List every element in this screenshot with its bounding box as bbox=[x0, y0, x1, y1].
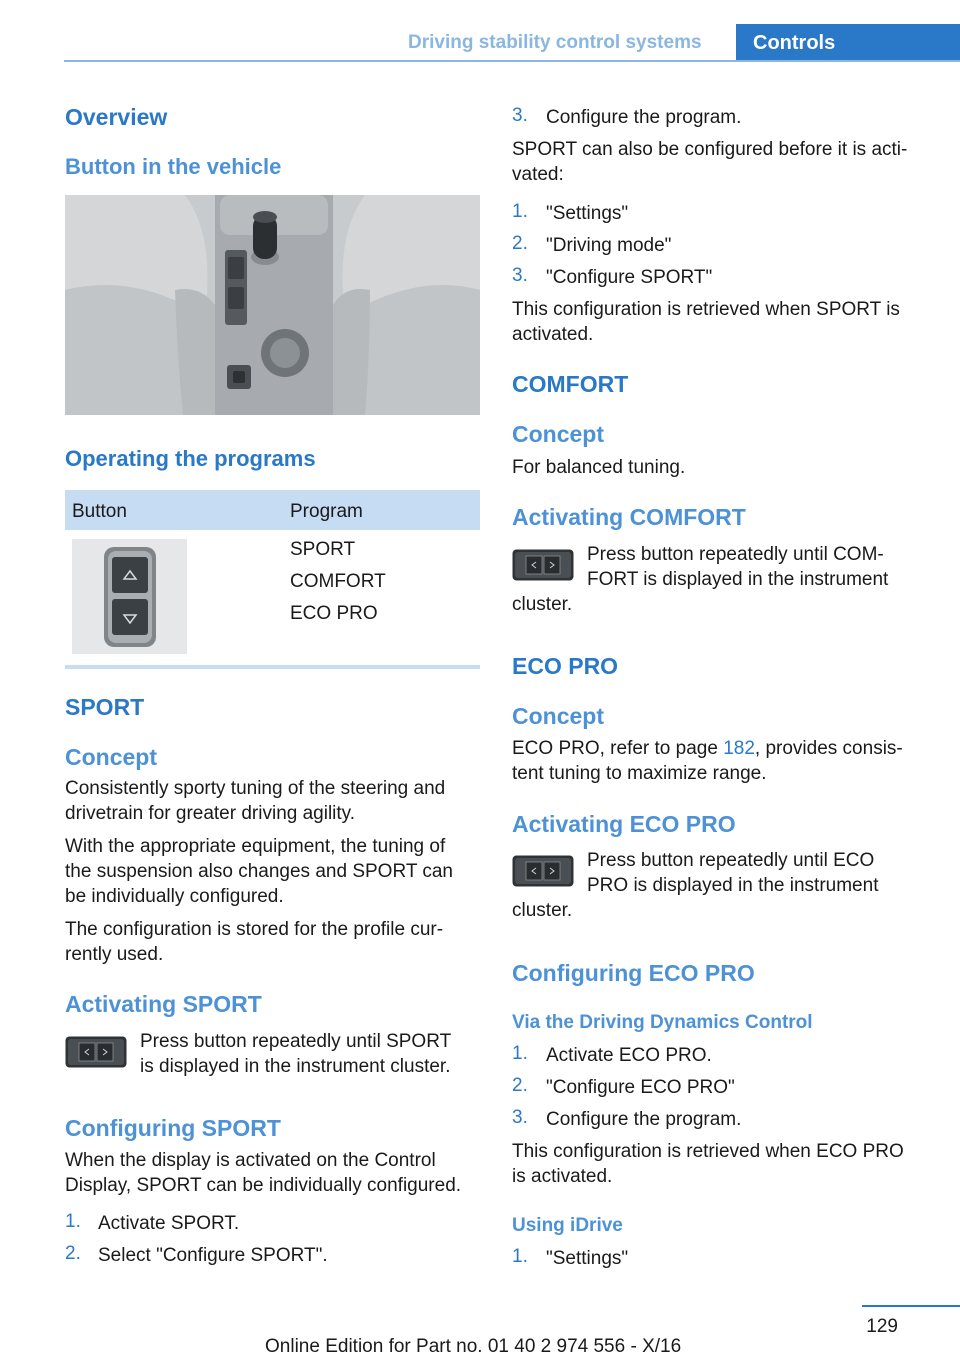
pre-config-line-1: SPORT can also be configured before it is acti‐ bbox=[512, 139, 908, 160]
header-rule bbox=[64, 60, 960, 62]
program-switch-image bbox=[72, 539, 187, 654]
list-item: Configure the program. bbox=[546, 107, 742, 128]
heading-operating-programs: Operating the programs bbox=[65, 446, 316, 471]
list-item: Configure the program. bbox=[546, 1109, 742, 1130]
list-item: Activate SPORT. bbox=[98, 1213, 240, 1234]
list-item: "Configure ECO PRO" bbox=[546, 1077, 735, 1098]
eco-concept-text-b: , provides consis‐ bbox=[754, 738, 903, 759]
table-bottom-rule bbox=[65, 665, 480, 669]
table-header-program: Program bbox=[290, 501, 363, 522]
list-number: 3. bbox=[512, 1107, 528, 1128]
sport-concept-line-3: With the appropriate equipment, the tuning of bbox=[65, 836, 446, 857]
heading-sport: SPORT bbox=[65, 694, 145, 720]
running-header-tab: Controls bbox=[736, 24, 960, 62]
table-header-row bbox=[65, 490, 480, 530]
heading-using-idrive: Using iDrive bbox=[512, 1215, 623, 1236]
heading-button-in-vehicle: Button in the vehicle bbox=[65, 154, 282, 179]
activating-eco-line-1: Press button repeatedly until ECO bbox=[587, 850, 875, 871]
activating-comfort-line-2: FORT is displayed in the instrument bbox=[587, 569, 889, 590]
eco-concept-text-a: ECO PRO, refer to page bbox=[512, 738, 724, 759]
heading-configuring-sport: Configuring SPORT bbox=[65, 1115, 281, 1141]
activating-sport-line-1: Press button repeatedly until SPORT bbox=[140, 1031, 452, 1052]
sport-concept-line-2: drivetrain for greater driving agility. bbox=[65, 803, 356, 824]
list-item: "Configure SPORT" bbox=[546, 267, 713, 288]
list-item: "Settings" bbox=[546, 1248, 629, 1269]
sport-concept-line-7: rently used. bbox=[65, 944, 164, 965]
list-number: 3. bbox=[512, 265, 528, 286]
vehicle-console-photo bbox=[65, 195, 480, 415]
eco-retrieved-line-1: This configuration is retrieved when ECO PRO bbox=[512, 1141, 904, 1162]
heading-comfort-concept: Concept bbox=[512, 421, 604, 447]
activating-comfort-line-3: cluster. bbox=[512, 594, 573, 615]
program-eco-pro: ECO PRO bbox=[290, 603, 378, 624]
activating-comfort-line-1: Press button repeatedly until COM‐ bbox=[587, 544, 884, 565]
page-number: 129 bbox=[866, 1316, 898, 1337]
heading-activating-eco: Activating ECO PRO bbox=[512, 811, 736, 837]
table-header-button: Button bbox=[72, 501, 127, 522]
heading-overview: Overview bbox=[65, 104, 168, 130]
configuring-sport-line-2: Display, SPORT can be individually configured. bbox=[65, 1175, 462, 1196]
sport-concept-line-4: the suspension also changes and SPORT can bbox=[65, 861, 453, 882]
list-item: "Settings" bbox=[546, 203, 629, 224]
running-header-section: Driving stability control systems bbox=[408, 32, 702, 53]
eco-concept-line-1 bbox=[512, 736, 903, 761]
program-comfort: COMFORT bbox=[290, 571, 386, 592]
sport-concept-line-5: be individually configured. bbox=[65, 886, 284, 907]
program-sport: SPORT bbox=[290, 539, 356, 560]
sport-concept-line-1: Consistently sporty tuning of the steering and bbox=[65, 778, 446, 799]
mode-button-icon bbox=[65, 1036, 127, 1068]
list-item: Activate ECO PRO. bbox=[546, 1045, 712, 1066]
mode-button-icon bbox=[512, 549, 574, 581]
list-number: 2. bbox=[512, 233, 528, 254]
heading-via-ddc: Via the Driving Dynamics Control bbox=[512, 1012, 813, 1033]
mode-button-icon bbox=[512, 855, 574, 887]
heading-eco-concept: Concept bbox=[512, 703, 604, 729]
list-number: 1. bbox=[65, 1211, 81, 1232]
list-item: Select "Configure SPORT". bbox=[98, 1245, 328, 1266]
retrieved-line-1: This configuration is retrieved when SPORT is bbox=[512, 299, 900, 320]
footer-rule bbox=[862, 1305, 960, 1307]
list-item: "Driving mode" bbox=[546, 235, 672, 256]
heading-sport-concept: Concept bbox=[65, 744, 157, 770]
footer-edition: Online Edition for Part no. 01 40 2 974 556 - X/16 bbox=[265, 1336, 682, 1357]
list-number: 1. bbox=[512, 201, 528, 222]
activating-eco-line-3: cluster. bbox=[512, 900, 573, 921]
pre-config-line-2: vated: bbox=[512, 164, 564, 185]
list-number: 1. bbox=[512, 1246, 528, 1267]
sport-concept-line-6: The configuration is stored for the profile cur‐ bbox=[65, 919, 444, 940]
list-number: 1. bbox=[512, 1043, 528, 1064]
comfort-concept-text: For balanced tuning. bbox=[512, 457, 686, 478]
heading-comfort: COMFORT bbox=[512, 371, 629, 397]
heading-configuring-eco: Configuring ECO PRO bbox=[512, 960, 755, 986]
heading-activating-comfort: Activating COMFORT bbox=[512, 504, 746, 530]
list-number: 3. bbox=[512, 105, 528, 126]
retrieved-line-2: activated. bbox=[512, 324, 594, 345]
activating-sport-line-2: is displayed in the instrument cluster. bbox=[140, 1056, 451, 1077]
eco-concept-line-2: tent tuning to maximize range. bbox=[512, 763, 767, 784]
heading-activating-sport: Activating SPORT bbox=[65, 991, 262, 1017]
eco-retrieved-line-2: is activated. bbox=[512, 1166, 613, 1187]
page-reference-link[interactable]: 182 bbox=[723, 738, 755, 759]
list-number: 2. bbox=[512, 1075, 528, 1096]
configuring-sport-line-1: When the display is activated on the Control bbox=[65, 1150, 436, 1171]
list-number: 2. bbox=[65, 1243, 81, 1264]
heading-eco-pro: ECO PRO bbox=[512, 653, 619, 679]
activating-eco-line-2: PRO is displayed in the instrument bbox=[587, 875, 879, 896]
